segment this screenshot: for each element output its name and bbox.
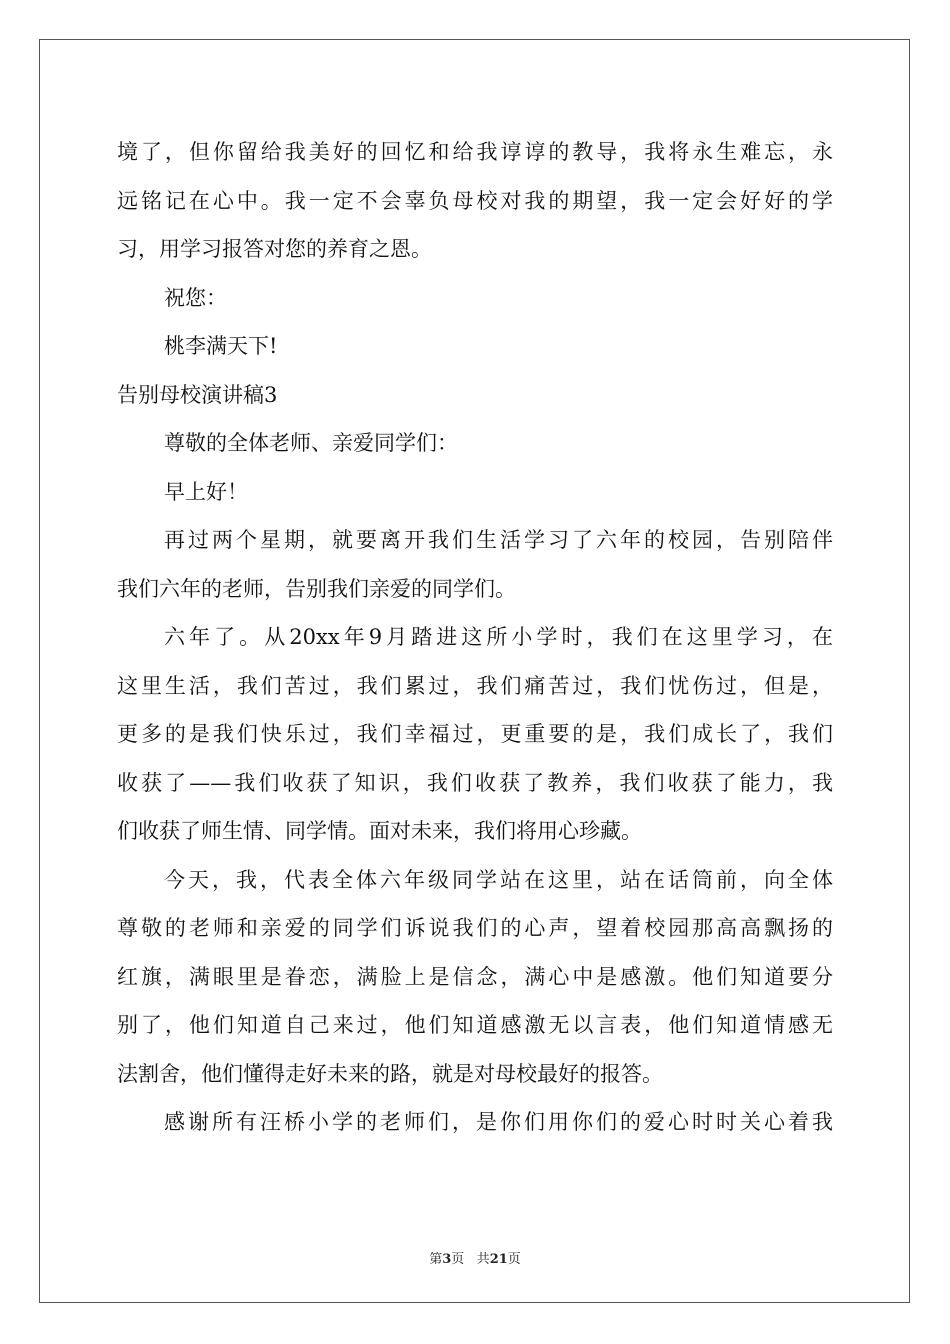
footer-page-suffix: 页 bbox=[451, 1252, 465, 1267]
text-line: 尊敬的全体老师、亲爱同学们： bbox=[164, 431, 458, 455]
text-line: 今天，我，代表全体六年级同学站在这里，站在话筒前，向全体 bbox=[164, 867, 833, 892]
document-body bbox=[117, 128, 833, 1147]
text-line: 法割舍，他们懂得走好未来的路，就是对母校最好的报答。 bbox=[117, 1061, 663, 1086]
text-line: 收获了——我们收获了知识，我们收获了教养，我们收获了能力，我 bbox=[117, 770, 833, 795]
text-line: 更多的是我们快乐过，我们幸福过，更重要的是，我们成长了，我们 bbox=[117, 722, 833, 746]
footer-gap bbox=[464, 1252, 476, 1267]
text-line: 六年了。从20xx年9月踏进这所小学时，我们在这里学习，在 bbox=[164, 625, 833, 649]
page-footer bbox=[0, 1248, 950, 1267]
text-line: 远铭记在心中。我一定不会辜负母校对我的期望，我一定会好好的学 bbox=[117, 188, 833, 213]
text-line: 桃李满天下! bbox=[164, 334, 278, 358]
footer-total-suffix: 页 bbox=[507, 1252, 521, 1267]
text-line: 早上好！ bbox=[164, 479, 248, 504]
text-line: 感谢所有汪桥小学的老师们，是你们用你们的爱心时时关心着我 bbox=[164, 1110, 833, 1134]
text-line: 告别母校演讲稿3 bbox=[117, 382, 278, 407]
footer-total-pages: 21 bbox=[489, 1252, 508, 1267]
text-line: 们收获了师生情、同学情。面对未来，我们将用心珍藏。 bbox=[117, 819, 642, 843]
text-line: 习，用学习报答对您的养育之恩。 bbox=[117, 237, 432, 261]
text-line: 红旗，满眼里是眷恋，满脸上是信念，满心中是感激。他们知道要分 bbox=[117, 964, 833, 989]
text-line: 这里生活，我们苦过，我们累过，我们痛苦过，我们忧伤过，但是， bbox=[117, 673, 833, 698]
text-line: 我们六年的老师，告别我们亲爱的同学们。 bbox=[117, 576, 516, 601]
text-line: 再过两个星期，就要离开我们生活学习了六年的校园，告别陪伴 bbox=[164, 528, 833, 552]
footer-page-number: 3 bbox=[442, 1252, 452, 1267]
text-line: 境了，但你留给我美好的回忆和给我谆谆的教导，我将永生难忘，永 bbox=[117, 140, 833, 164]
footer-page-prefix: 第 bbox=[429, 1252, 443, 1267]
footer-total-prefix: 共 bbox=[476, 1252, 490, 1267]
text-line: 尊敬的老师和亲爱的同学们诉说我们的心声，望着校园那高高飘扬的 bbox=[117, 916, 833, 940]
text-line: 别了，他们知道自己来过，他们知道感激无以言表，他们知道情感无 bbox=[117, 1013, 833, 1037]
text-line: 祝您： bbox=[164, 285, 227, 310]
